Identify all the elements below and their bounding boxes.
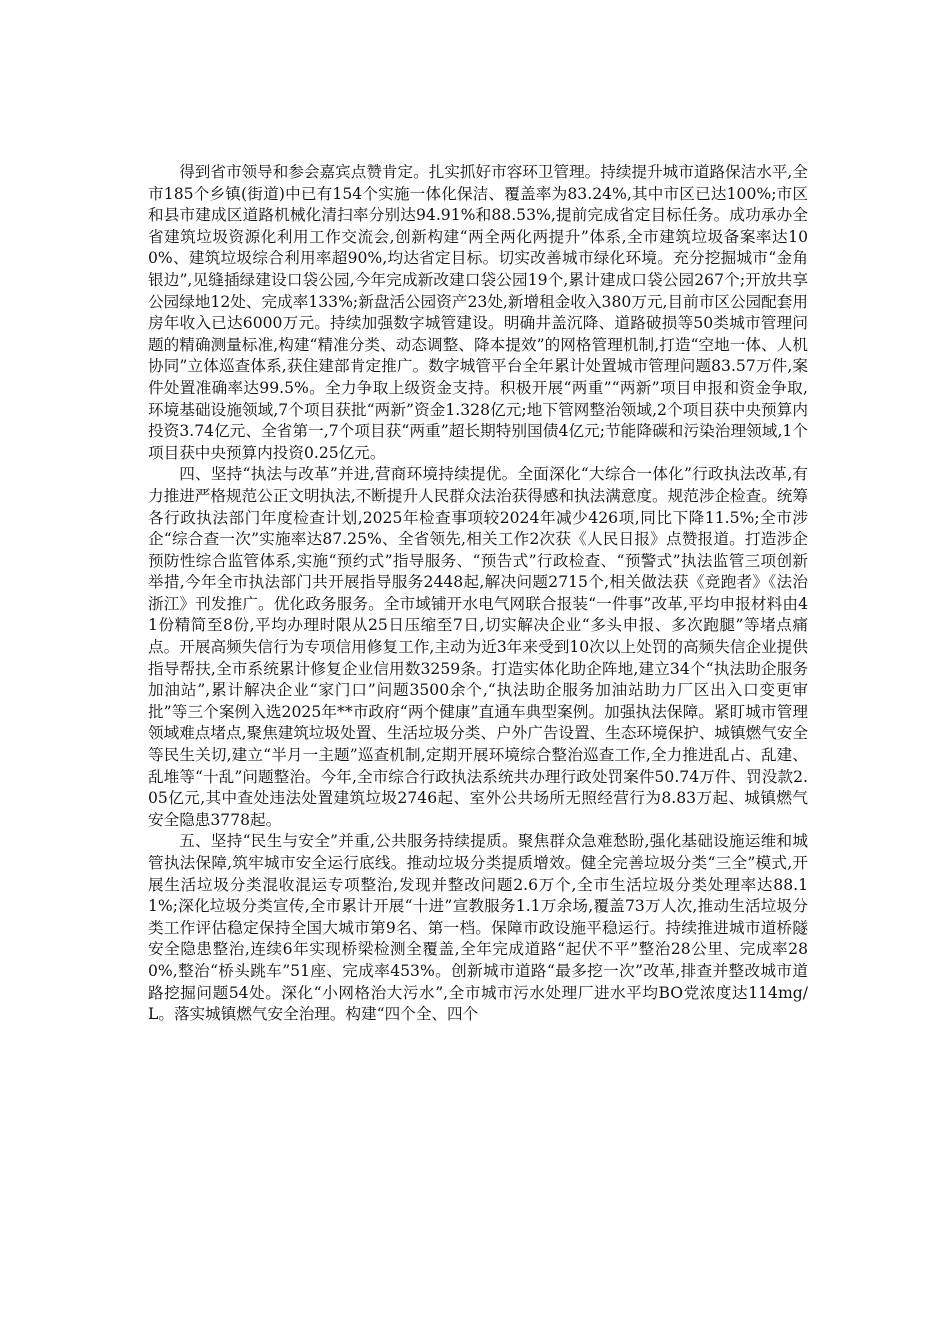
paragraph-urban-management: 得到省市领导和参会嘉宾点赞肯定。扎实抓好市容环卫管理。持续提升城市道路保洁水平,全市185个乡镇(街道)中已有154个实施一体化保洁、覆盖率为83.24%,其中市区已达100%;市区和县市建成区道路机械化清扫率分别达94.91%和88.53%,提前完成省定目标任务。成功承办全省建筑垃圾资源化利用工作交流会,创新构建“两全两化两提升”体系,全市建筑垃圾备案率达100%、建筑垃圾综合利用率超90%,均达省定目标。切实改善城市绿化环境。充分挖掘城市“金角银边”,见缝插绿建设口袋公园,今年完成新改建口袋公园19个,累计建成口袋公园267个;开放共享公园绿地12处、完成率133%;新盘活公园资产23处,新增租金收入380万元,目前市区公园配套用房年收入已达6000万元。持续加强数字城管建设。明确井盖沉降、道路破损等50类城市管理问题的精确测量标准,构建“精准分类、动态调整、降本提效”的网格管理机制,打造“空地一体、人机协同”立体巡查体系,获住建部肯定推广。数字城管平台全年累计处置城市管理问题83.57万件,案件处置准确率达99.5%。全力争取上级资金支持。积极开展“两重”“两新”项目申报和资金争取,环境基础设施领域,7个项目获批“两新”资金1.328亿元;地下管网整治领域,2个项目获中央预算内投资3.74亿元、全省第一,7个项目获“两重”超长期特别国债4亿元;节能降碳和污染治理领域,1个项目获中央预算内投资0.25亿元。 bbox=[148, 163, 808, 462]
document-body bbox=[148, 162, 808, 1026]
paragraph-law-enforcement-reform: 四、坚持“执法与改革”并进,营商环境持续提优。全面深化“大综合一体化”行政执法改革,有力推进严格规范公正文明执法,不断提升人民群众法治获得感和执法满意度。规范涉企检查。统筹各行政执法部门年度检查计划,2025年检查事项较2024年减少426项,同比下降11.5%;全市涉企“综合查一次”实施率达87.25%、全省领先,相关工作2次获《人民日报》点赞报道。打造涉企预防性综合监管体系,实施“预约式”指导服务、“预告式”行政检查、“预警式”执法监管三项创新举措,今年全市执法部门共开展指导服务2448起,解决问题2715个,相关做法获《竞跑者》《法治浙江》刊发推广。优化政务服务。全市域铺开水电气网联合报装“一件事”改革,平均申报材料由41份精简至8份,平均办理时限从25日压缩至7日,切实解决企业“多头申报、多次跑腿”等堵点痛点。开展高频失信行为专项信用修复工作,主动为近3年来受到10次以上处罚的高频失信企业提供指导帮扶,全市系统累计修复企业信用数3259条。打造实体化助企阵地,建立34个“执法助企服务加油站”,累计解决企业“家门口”问题3500余个,“执法助企服务加油站助力厂区出入口变更审批”等三个案例入选2025年**市政府“两个健康”直通车典型案例。加强执法保障。紧盯城市管理领域难点堵点,聚焦建筑垃圾处置、生活垃圾分类、户外广告设置、生态环境保护、城镇燃气安全等民生关切,建立“半月一主题”巡查机制,定期开展环境综合整治巡查工作,全力推进乱占、乱建、乱堆等“十乱”问题整治。今年,全市综合行政执法系统共办理行政处罚案件50.74万件、罚没款2.05亿元,其中查处违法处置建筑垃圾2746起、室外公共场所无照经营行为8.83万起、城镇燃气安全隐患3778起。 bbox=[148, 465, 808, 829]
paragraph-livelihood-safety: 五、坚持“民生与安全”并重,公共服务持续提质。聚焦群众急难愁盼,强化基础设施运维和城管执法保障,筑牢城市安全运行底线。推动垃圾分类提质增效。健全完善垃圾分类“三全”模式,开展生活垃圾分类混收混运专项整治,发现并整改问题2.6万个,全市生活垃圾分类处理率达88.11%;深化垃圾分类宣传,全市累计开展“十进”宣教服务1.1万余场,覆盖73万人次,推动生活垃圾分类工作评估稳定保持全国大城市第9名、第一档。保障市政设施平稳运行。持续推进城市道桥隧安全隐患整治,连续6年实现桥梁检测全覆盖,全年完成道路“起伏不平”整治28公里、完成率280%,整治“桥头跳车”51座、完成率453%。创新城市道路“最多挖一次”改革,排查并整改城市道路挖掘问题54处。深化“小网格治大污水”,全市城市污水处理厂进水平均BO党浓度达114mg/L。落实城镇燃气安全治理。构建“四个全、四个 bbox=[148, 832, 808, 1024]
